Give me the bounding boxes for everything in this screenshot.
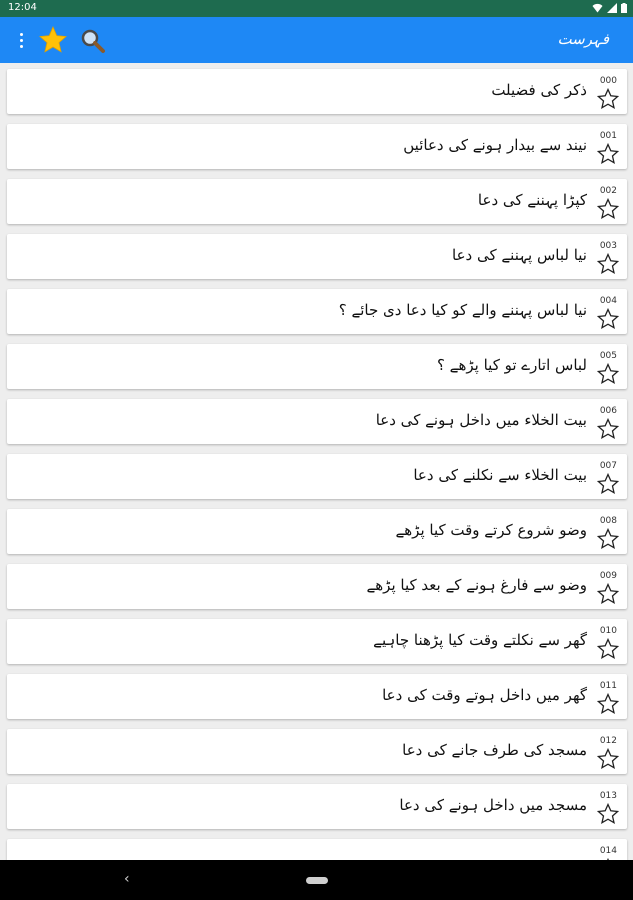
star-outline-icon[interactable] bbox=[597, 198, 619, 220]
star-outline-icon[interactable] bbox=[597, 418, 619, 440]
home-pill-icon[interactable] bbox=[306, 877, 328, 884]
list-item[interactable] bbox=[7, 124, 627, 169]
battery-icon bbox=[621, 3, 627, 13]
list-item[interactable] bbox=[7, 729, 627, 774]
list-item[interactable] bbox=[7, 69, 627, 114]
star-outline-icon[interactable] bbox=[597, 88, 619, 110]
item-number: 009 bbox=[599, 571, 617, 581]
list-item[interactable] bbox=[7, 179, 627, 224]
item-title: بیت الخلاء سے نکلنے کی دعا bbox=[413, 466, 587, 484]
list-item[interactable] bbox=[7, 509, 627, 554]
wifi-icon bbox=[592, 3, 603, 13]
star-icon[interactable] bbox=[38, 25, 68, 55]
item-title: گھر سے نکلتے وقت کیا پڑھنا چاہیے bbox=[373, 631, 587, 649]
list-item[interactable] bbox=[7, 619, 627, 664]
item-number: 008 bbox=[599, 516, 617, 526]
item-number: 006 bbox=[599, 406, 617, 416]
star-outline-icon[interactable] bbox=[597, 583, 619, 605]
back-icon[interactable]: ‹ bbox=[124, 871, 130, 887]
star-outline-icon[interactable] bbox=[597, 143, 619, 165]
status-time: 12:04 bbox=[8, 2, 37, 13]
star-outline-icon[interactable] bbox=[597, 803, 619, 825]
item-number: 010 bbox=[599, 626, 617, 636]
item-number: 011 bbox=[599, 681, 617, 691]
list-item[interactable] bbox=[7, 454, 627, 499]
app-title: فہرست bbox=[557, 30, 609, 48]
item-title: لباس اتارے تو کیا پڑھے ؟ bbox=[436, 356, 587, 374]
signal-icon bbox=[607, 3, 617, 13]
item-title: مسجد میں داخل ہونے کی دعا bbox=[399, 796, 587, 814]
star-outline-icon[interactable] bbox=[597, 693, 619, 715]
item-title: نیا لباس پہننے والے کو کیا دعا دی جائے ؟ bbox=[338, 301, 587, 319]
more-vert-icon[interactable] bbox=[12, 29, 30, 51]
item-title: وضو سے فارغ ہونے کے بعد کیا پڑھے bbox=[366, 576, 587, 594]
list-item[interactable] bbox=[7, 564, 627, 609]
list-item[interactable] bbox=[7, 344, 627, 389]
item-number: 004 bbox=[599, 296, 617, 306]
list-item[interactable] bbox=[7, 289, 627, 334]
star-outline-icon[interactable] bbox=[597, 363, 619, 385]
item-number: 002 bbox=[599, 186, 617, 196]
status-bar bbox=[0, 0, 633, 17]
list-item[interactable] bbox=[7, 839, 627, 860]
item-title: وضو شروع کرتے وقت کیا پڑھے bbox=[395, 521, 587, 539]
app-bar bbox=[0, 17, 633, 63]
item-title: کپڑا پہننے کی دعا bbox=[477, 191, 587, 209]
item-title: مسجد کی طرف جانے کی دعا bbox=[402, 741, 587, 759]
list-item[interactable] bbox=[7, 399, 627, 444]
chapter-list bbox=[0, 63, 633, 860]
item-number: 000 bbox=[599, 76, 617, 86]
item-title: نیا لباس پہننے کی دعا bbox=[452, 246, 587, 264]
item-title: بیت الخلاء میں داخل ہونے کی دعا bbox=[375, 411, 587, 429]
item-title: گھر میں داخل ہوتے وقت کی دعا bbox=[382, 686, 587, 704]
item-number: 003 bbox=[599, 241, 617, 251]
item-number: 007 bbox=[599, 461, 617, 471]
item-number: 012 bbox=[599, 736, 617, 746]
item-number: 001 bbox=[599, 131, 617, 141]
list-item[interactable] bbox=[7, 234, 627, 279]
item-title: ذکر کی فضیلت bbox=[491, 81, 587, 99]
list-item[interactable] bbox=[7, 784, 627, 829]
star-outline-icon[interactable] bbox=[597, 473, 619, 495]
star-outline-icon[interactable] bbox=[597, 253, 619, 275]
star-outline-icon[interactable] bbox=[597, 638, 619, 660]
star-outline-icon[interactable] bbox=[597, 528, 619, 550]
list-item[interactable] bbox=[7, 674, 627, 719]
star-outline-icon[interactable] bbox=[597, 308, 619, 330]
item-number: 013 bbox=[599, 791, 617, 801]
star-outline-icon[interactable] bbox=[597, 748, 619, 770]
navigation-bar bbox=[0, 860, 633, 900]
item-number: 014 bbox=[599, 846, 617, 856]
status-icons bbox=[592, 3, 627, 13]
item-title: نیند سے بیدار ہونے کی دعائیں bbox=[403, 136, 587, 154]
search-icon[interactable] bbox=[78, 26, 108, 56]
item-number: 005 bbox=[599, 351, 617, 361]
